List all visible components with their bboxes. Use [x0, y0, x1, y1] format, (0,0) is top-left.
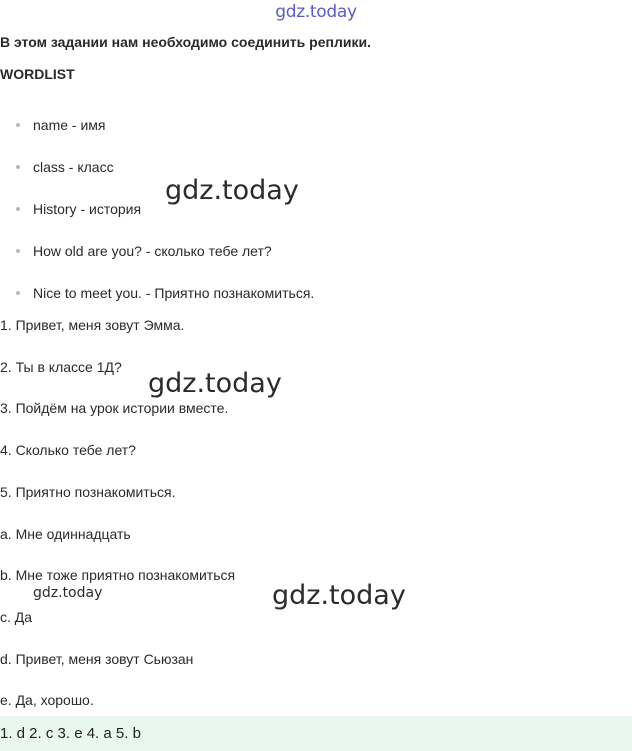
question-line: 4. Сколько тебе лет? [0, 442, 136, 458]
wordlist-item-text: History - история [33, 201, 142, 217]
wordlist-item-text: Nice to meet you. - Приятно познакомиться. [33, 285, 315, 301]
response-line: c. Да [0, 609, 33, 625]
bullet-icon [16, 123, 20, 127]
question-line: 1. Привет, меня зовут Эмма. [0, 317, 185, 333]
answer-bar [0, 716, 632, 751]
watermark: gdz.today [272, 580, 406, 611]
response-line: a. Мне одиннадцать [0, 526, 131, 542]
wordlist-item-text: class - класс [33, 159, 114, 175]
wordlist-item-text: How old are you? - сколько тебе лет? [33, 243, 272, 259]
bullet-icon [16, 165, 20, 169]
wordlist-title: WORDLIST [0, 66, 75, 82]
watermark: gdz.today [33, 585, 103, 601]
bullet-icon [16, 291, 20, 295]
watermark: gdz.today [148, 368, 282, 399]
bullet-icon [16, 249, 20, 253]
question-line: 3. Пойдём на урок истории вместе. [0, 400, 229, 416]
answer-text: 1. d 2. c 3. e 4. a 5. b [0, 725, 141, 742]
watermark-top: gdz.today [275, 2, 357, 22]
response-line: e. Да, хорошо. [0, 692, 94, 708]
watermark: gdz.today [165, 175, 299, 206]
wordlist-item-text: name - имя [33, 117, 106, 133]
bullet-icon [16, 207, 20, 211]
response-line: d. Привет, меня зовут Сьюзан [0, 651, 194, 667]
question-line: 2. Ты в классе 1Д? [0, 359, 122, 375]
intro-text: В этом задании нам необходимо соединить реплики. [0, 34, 371, 50]
question-line: 5. Приятно познакомиться. [0, 484, 176, 500]
response-line: b. Мне тоже приятно познакомиться [0, 567, 236, 583]
